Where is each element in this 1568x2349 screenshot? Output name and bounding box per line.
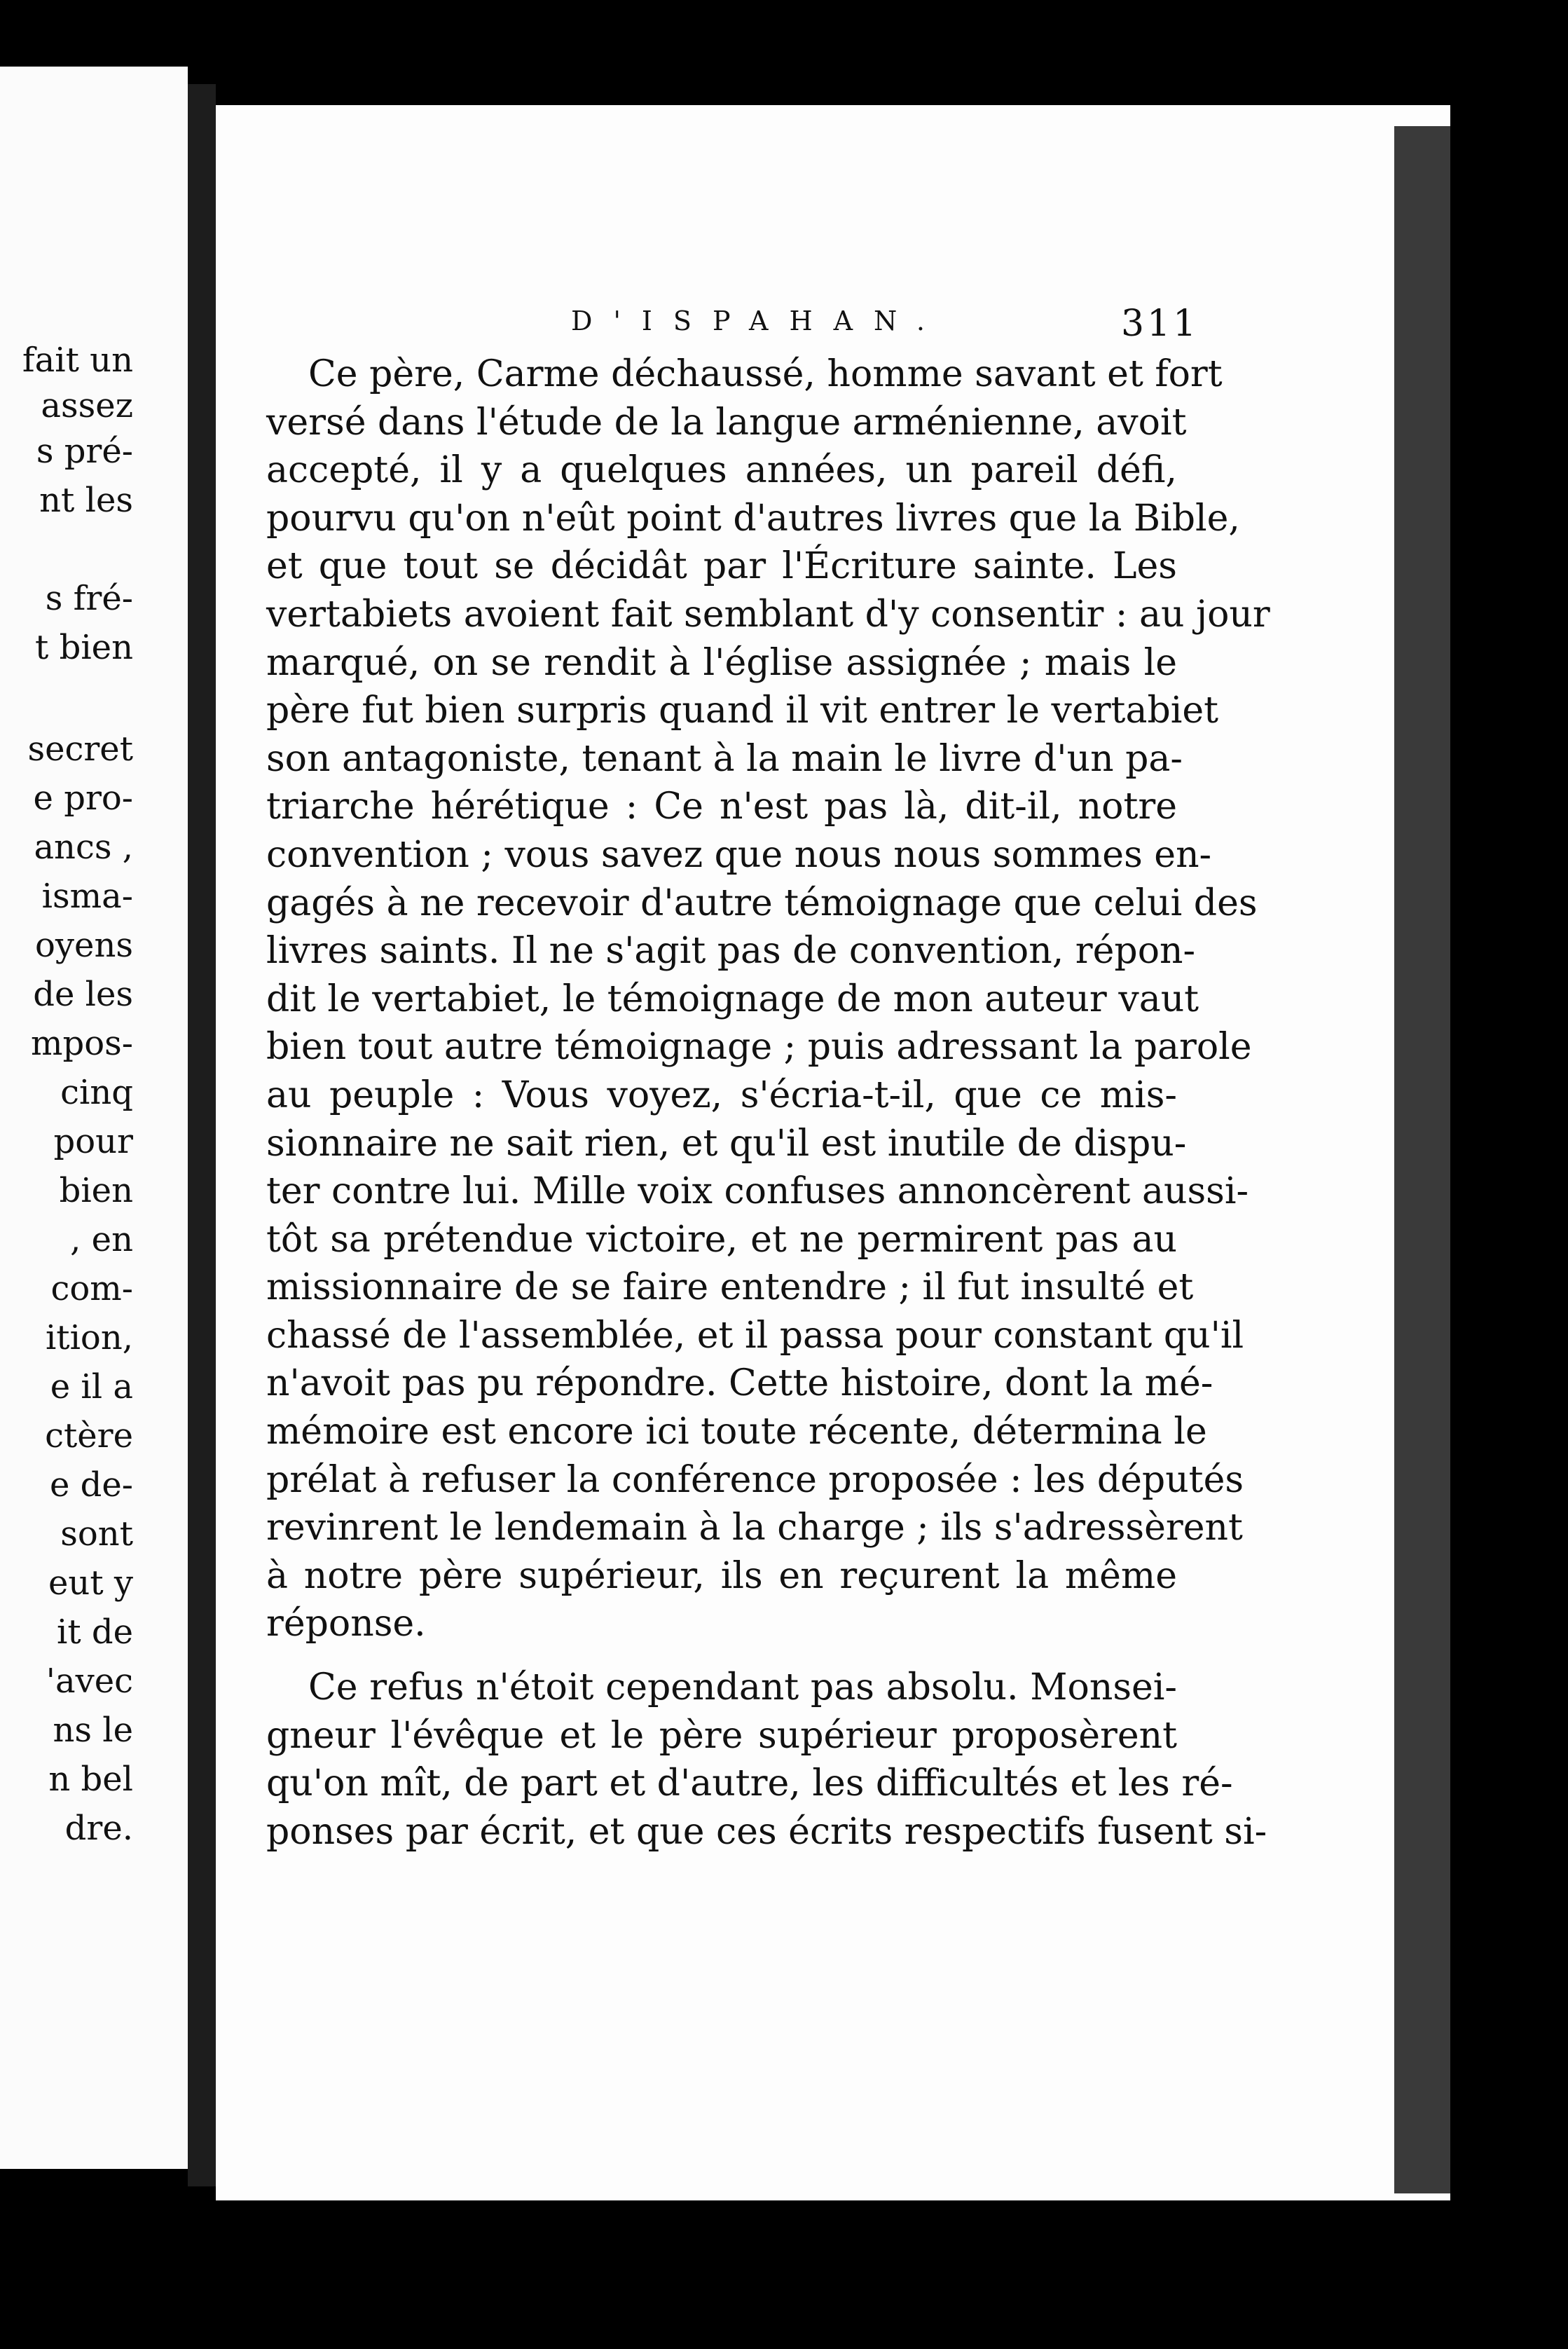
facing-page-text-fragment: e pro- — [33, 779, 133, 818]
facing-page-fragment — [0, 67, 188, 2169]
facing-page-text-fragment: oyens — [35, 926, 133, 965]
facing-page-text-fragment: ns le — [53, 1711, 133, 1750]
text-line: prélat à refuser la conférence proposée : les députés — [266, 1458, 1244, 1501]
text-line: gneur l'évêque et le père supérieur proposèrent — [266, 1714, 1177, 1757]
facing-page-text-fragment: n bel — [48, 1760, 133, 1799]
facing-page-text-fragment: eut y — [48, 1563, 133, 1603]
text-line: convention ; vous savez que nous nous sommes en- — [266, 833, 1212, 876]
facing-page-text-fragment: ctère — [45, 1416, 133, 1456]
text-line: Ce père, Carme déchaussé, homme savant et fort — [308, 353, 1223, 395]
running-head: D'ISPAHAN. — [571, 306, 946, 336]
text-line: tôt sa prétendue victoire, et ne permirent pas au — [266, 1218, 1177, 1261]
facing-page-text-fragment: nt les — [39, 481, 133, 520]
text-line: père fut bien surpris quand il vit entrer le vertabiet — [266, 690, 1219, 732]
text-line: versé dans l'étude de la langue arménienne, avoit — [266, 401, 1187, 444]
text-line: son antagoniste, tenant à la main le livre d'un pa- — [266, 737, 1183, 780]
text-line: dit le vertabiet, le témoignage de mon auteur vaut — [266, 978, 1199, 1020]
text-line: à notre père supérieur, ils en reçurent la même — [266, 1554, 1177, 1597]
text-line: ter contre lui. Mille voix confuses annoncèrent aussi- — [266, 1170, 1249, 1213]
facing-page-text-fragment: it de — [56, 1612, 133, 1652]
text-line: pourvu qu'on n'eût point d'autres livres que la Bible, — [266, 497, 1240, 540]
facing-page-text-fragment: assez — [41, 386, 133, 425]
facing-page-text-fragment: ancs , — [34, 828, 133, 867]
facing-page-text-fragment: ition, — [45, 1318, 133, 1357]
text-line: revinrent le lendemain à la charge ; ils s'adressèrent — [266, 1507, 1243, 1549]
text-line: qu'on mît, de part et d'autre, les difficultés et les ré- — [266, 1762, 1233, 1805]
text-line: n'avoit pas pu répondre. Cette histoire, dont la mé- — [266, 1362, 1213, 1405]
facing-page-text-fragment: isma- — [41, 877, 133, 916]
text-line: au peuple : Vous voyez, s'écria-t-il, que ce mis- — [266, 1074, 1177, 1116]
text-line: vertabiets avoient fait semblant d'y consentir : au jour — [266, 593, 1270, 636]
facing-page-text-fragment: , en — [70, 1220, 133, 1259]
facing-page-text-fragment: e il a — [50, 1367, 133, 1406]
text-line: Ce refus n'étoit cependant pas absolu. Monsei- — [308, 1666, 1177, 1709]
facing-page-text-fragment: de les — [33, 975, 133, 1014]
text-line: triarche hérétique : Ce n'est pas là, dit-il, notre — [266, 786, 1177, 828]
paragraph — [266, 350, 1270, 1648]
facing-page-text-fragment: s pré- — [36, 432, 133, 471]
text-line: chassé de l'assemblée, et il passa pour constant qu'il — [266, 1314, 1244, 1357]
text-line: mémoire est encore ici toute récente, détermina le — [266, 1411, 1207, 1453]
facing-page-text-fragment: t bien — [35, 628, 133, 667]
facing-page-text-fragment: e de- — [49, 1465, 133, 1505]
facing-page-text-fragment: secret — [27, 730, 133, 769]
text-line: bien tout autre témoignage ; puis adressant la parole — [266, 1026, 1252, 1069]
body-text — [266, 350, 1270, 1856]
facing-page-text-fragment: bien — [59, 1171, 133, 1210]
paragraph-gap — [266, 1648, 1177, 1664]
text-line: accepté, il y a quelques années, un pareil défi, — [266, 449, 1177, 492]
paragraph — [266, 1664, 1267, 1856]
page-edge-shadow — [1394, 126, 1450, 2193]
text-line: réponse. — [266, 1603, 426, 1645]
text-line: missionnaire de se faire entendre ; il fut insulté et — [266, 1266, 1194, 1309]
text-line: marqué, on se rendit à l'église assignée ; mais le — [266, 641, 1177, 684]
page-number: 311 — [1121, 303, 1199, 345]
text-line: ponses par écrit, et que ces écrits respectifs fusent si- — [266, 1810, 1267, 1853]
facing-page-text-fragment: com- — [50, 1269, 133, 1308]
facing-page-text-fragment: cinq — [60, 1073, 133, 1112]
facing-page-text-fragment: dre. — [64, 1809, 133, 1848]
text-line: sionnaire ne sait rien, et qu'il est inutile de dispu- — [266, 1122, 1187, 1165]
text-line: et que tout se décidât par l'Écriture sainte. Les — [266, 545, 1177, 588]
facing-page-text-fragment: s fré- — [45, 579, 133, 618]
facing-page-text-fragment: fait un — [22, 341, 133, 380]
facing-page-text-fragment: sont — [60, 1514, 133, 1554]
book-spine — [188, 84, 216, 2186]
facing-page-text-fragment: mpos- — [31, 1024, 133, 1063]
facing-page-text-fragment: 'avec — [46, 1662, 133, 1701]
text-line: livres saints. Il ne s'agit pas de convention, répon- — [266, 930, 1196, 973]
text-line: gagés à ne recevoir d'autre témoignage que celui des — [266, 882, 1258, 924]
facing-page-text-fragment: pour — [53, 1122, 133, 1161]
